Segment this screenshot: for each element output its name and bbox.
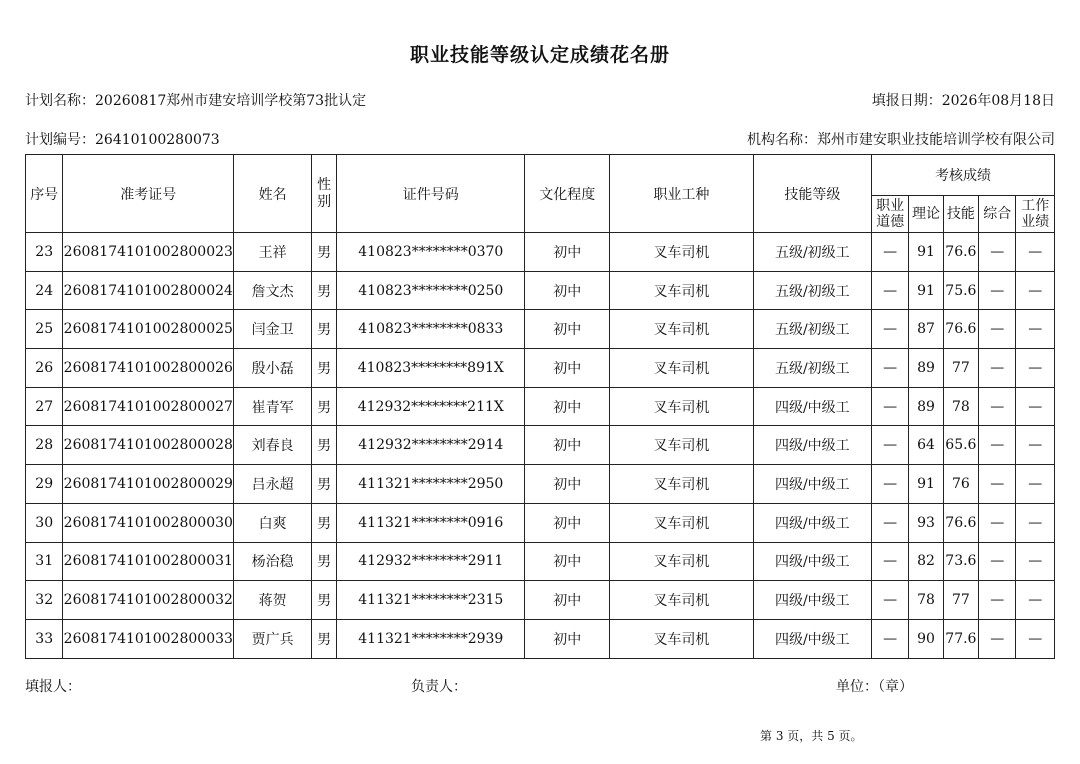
cell-seq: 23 xyxy=(26,233,63,272)
cell-ethics: — xyxy=(871,349,908,388)
plan-name: 计划名称：20260817郑州市建安培训学校第73批认定 xyxy=(25,93,367,109)
cell-gender: 男 xyxy=(312,387,337,426)
cell-job: 叉车司机 xyxy=(610,387,754,426)
cell-name: 白爽 xyxy=(234,503,312,542)
cell-level: 四级/中级工 xyxy=(753,542,871,581)
cell-theory: 64 xyxy=(909,426,943,465)
table-row xyxy=(26,426,1055,465)
col-header-level: 技能等级 xyxy=(753,155,871,233)
cell-edu: 初中 xyxy=(525,426,610,465)
cell-overall: — xyxy=(979,581,1016,620)
cell-ticket: 2608174101002800028 xyxy=(63,426,234,465)
cell-ticket: 2608174101002800025 xyxy=(63,310,234,349)
cell-work: — xyxy=(1016,542,1055,581)
cell-ticket: 2608174101002800026 xyxy=(63,349,234,388)
cell-skill: 73.6 xyxy=(943,542,978,581)
col-header-gender: 性别 xyxy=(312,155,337,233)
cell-job: 叉车司机 xyxy=(610,349,754,388)
cell-id: 412932********2914 xyxy=(337,426,525,465)
cell-name: 贾广兵 xyxy=(234,619,312,658)
col-header-education: 文化程度 xyxy=(525,155,610,233)
cell-edu: 初中 xyxy=(525,465,610,504)
cell-name: 詹文杰 xyxy=(234,271,312,310)
col-header-name: 姓名 xyxy=(234,155,312,233)
document-title: 职业技能等级认定成绩花名册 xyxy=(409,44,670,66)
cell-job: 叉车司机 xyxy=(610,233,754,272)
cell-job: 叉车司机 xyxy=(610,503,754,542)
cell-ethics: — xyxy=(871,619,908,658)
cell-theory: 91 xyxy=(909,465,943,504)
cell-theory: 89 xyxy=(909,387,943,426)
cell-skill: 76.6 xyxy=(943,233,978,272)
cell-edu: 初中 xyxy=(525,503,610,542)
cell-id: 410823********0370 xyxy=(337,233,525,272)
cell-overall: — xyxy=(979,233,1016,272)
cell-skill: 65.6 xyxy=(943,426,978,465)
cell-overall: — xyxy=(979,387,1016,426)
cell-theory: 91 xyxy=(909,271,943,310)
cell-theory: 87 xyxy=(909,310,943,349)
cell-skill: 76 xyxy=(943,465,978,504)
cell-edu: 初中 xyxy=(525,619,610,658)
cell-seq: 33 xyxy=(26,619,63,658)
cell-seq: 29 xyxy=(26,465,63,504)
table-row xyxy=(26,310,1055,349)
cell-ethics: — xyxy=(871,465,908,504)
cell-seq: 24 xyxy=(26,271,63,310)
cell-overall: — xyxy=(979,271,1016,310)
cell-gender: 男 xyxy=(312,271,337,310)
cell-skill: 78 xyxy=(943,387,978,426)
table-row xyxy=(26,465,1055,504)
cell-overall: — xyxy=(979,619,1016,658)
cell-level: 五级/初级工 xyxy=(753,233,871,272)
cell-job: 叉车司机 xyxy=(610,271,754,310)
responsible-label: 负责人： xyxy=(411,679,467,695)
cell-work: — xyxy=(1016,426,1055,465)
cell-job: 叉车司机 xyxy=(610,619,754,658)
cell-seq: 31 xyxy=(26,542,63,581)
cell-skill: 77 xyxy=(943,349,978,388)
cell-gender: 男 xyxy=(312,581,337,620)
cell-gender: 男 xyxy=(312,426,337,465)
cell-theory: 82 xyxy=(909,542,943,581)
col-header-skill: 技能 xyxy=(943,196,978,233)
col-header-overall: 综合 xyxy=(979,196,1016,233)
cell-ethics: — xyxy=(871,387,908,426)
cell-id: 411321********2939 xyxy=(337,619,525,658)
cell-overall: — xyxy=(979,310,1016,349)
cell-seq: 30 xyxy=(26,503,63,542)
cell-work: — xyxy=(1016,387,1055,426)
cell-ticket: 2608174101002800033 xyxy=(63,619,234,658)
col-header-ethics: 职业道德 xyxy=(871,196,908,233)
cell-job: 叉车司机 xyxy=(610,581,754,620)
cell-name: 吕永超 xyxy=(234,465,312,504)
cell-seq: 28 xyxy=(26,426,63,465)
table-row xyxy=(26,233,1055,272)
cell-skill: 76.6 xyxy=(943,503,978,542)
cell-ticket: 2608174101002800030 xyxy=(63,503,234,542)
cell-ticket: 2608174101002800027 xyxy=(63,387,234,426)
cell-id: 411321********2315 xyxy=(337,581,525,620)
cell-edu: 初中 xyxy=(525,233,610,272)
cell-ticket: 2608174101002800031 xyxy=(63,542,234,581)
cell-ticket: 2608174101002800032 xyxy=(63,581,234,620)
col-header-work: 工作业绩 xyxy=(1016,196,1055,233)
cell-name: 杨治稳 xyxy=(234,542,312,581)
cell-job: 叉车司机 xyxy=(610,542,754,581)
cell-id: 410823********0250 xyxy=(337,271,525,310)
cell-level: 四级/中级工 xyxy=(753,619,871,658)
organization-name: 机构名称：郑州市建安职业技能培训学校有限公司 xyxy=(747,132,1055,148)
col-header-scores: 考核成绩 xyxy=(871,155,1054,196)
cell-work: — xyxy=(1016,349,1055,388)
cell-skill: 77 xyxy=(943,581,978,620)
table-row xyxy=(26,271,1055,310)
cell-id: 411321********2950 xyxy=(337,465,525,504)
cell-level: 五级/初级工 xyxy=(753,271,871,310)
table-row xyxy=(26,349,1055,388)
cell-id: 410823********891X xyxy=(337,349,525,388)
cell-theory: 89 xyxy=(909,349,943,388)
cell-seq: 27 xyxy=(26,387,63,426)
cell-overall: — xyxy=(979,426,1016,465)
cell-work: — xyxy=(1016,581,1055,620)
cell-job: 叉车司机 xyxy=(610,426,754,465)
cell-name: 王祥 xyxy=(234,233,312,272)
cell-level: 四级/中级工 xyxy=(753,426,871,465)
cell-edu: 初中 xyxy=(525,310,610,349)
cell-ethics: — xyxy=(871,426,908,465)
cell-seq: 26 xyxy=(26,349,63,388)
cell-edu: 初中 xyxy=(525,271,610,310)
cell-skill: 75.6 xyxy=(943,271,978,310)
table-row xyxy=(26,387,1055,426)
cell-work: — xyxy=(1016,271,1055,310)
cell-id: 411321********0916 xyxy=(337,503,525,542)
cell-overall: — xyxy=(979,503,1016,542)
cell-theory: 91 xyxy=(909,233,943,272)
cell-edu: 初中 xyxy=(525,349,610,388)
cell-gender: 男 xyxy=(312,349,337,388)
score-roster-table xyxy=(25,154,1055,659)
cell-seq: 25 xyxy=(26,310,63,349)
cell-edu: 初中 xyxy=(525,387,610,426)
cell-id: 412932********2911 xyxy=(337,542,525,581)
cell-id: 410823********0833 xyxy=(337,310,525,349)
cell-name: 闫金卫 xyxy=(234,310,312,349)
cell-theory: 90 xyxy=(909,619,943,658)
cell-name: 蒋贺 xyxy=(234,581,312,620)
cell-work: — xyxy=(1016,465,1055,504)
filler-label: 填报人： xyxy=(25,679,81,695)
cell-ticket: 2608174101002800023 xyxy=(63,233,234,272)
cell-job: 叉车司机 xyxy=(610,465,754,504)
cell-ethics: — xyxy=(871,233,908,272)
cell-level: 五级/初级工 xyxy=(753,349,871,388)
table-row xyxy=(26,619,1055,658)
cell-name: 殷小磊 xyxy=(234,349,312,388)
cell-gender: 男 xyxy=(312,310,337,349)
cell-job: 叉车司机 xyxy=(610,310,754,349)
col-header-job: 职业工种 xyxy=(610,155,754,233)
table-row xyxy=(26,503,1055,542)
col-header-id: 证件号码 xyxy=(337,155,525,233)
cell-level: 四级/中级工 xyxy=(753,387,871,426)
cell-ethics: — xyxy=(871,503,908,542)
cell-ethics: — xyxy=(871,310,908,349)
cell-id: 412932********211X xyxy=(337,387,525,426)
cell-gender: 男 xyxy=(312,465,337,504)
cell-name: 刘春良 xyxy=(234,426,312,465)
cell-theory: 93 xyxy=(909,503,943,542)
cell-ticket: 2608174101002800029 xyxy=(63,465,234,504)
cell-level: 五级/初级工 xyxy=(753,310,871,349)
plan-number: 计划编号：26410100280073 xyxy=(25,132,220,148)
cell-level: 四级/中级工 xyxy=(753,465,871,504)
cell-work: — xyxy=(1016,503,1055,542)
cell-ethics: — xyxy=(871,542,908,581)
cell-work: — xyxy=(1016,619,1055,658)
cell-skill: 77.6 xyxy=(943,619,978,658)
col-header-seq: 序号 xyxy=(26,155,63,233)
cell-gender: 男 xyxy=(312,233,337,272)
cell-level: 四级/中级工 xyxy=(753,503,871,542)
col-header-theory: 理论 xyxy=(909,196,943,233)
table-row xyxy=(26,581,1055,620)
table-header-row xyxy=(26,155,1055,196)
cell-seq: 32 xyxy=(26,581,63,620)
cell-gender: 男 xyxy=(312,542,337,581)
cell-theory: 78 xyxy=(909,581,943,620)
cell-ethics: — xyxy=(871,271,908,310)
table-body xyxy=(26,233,1055,659)
cell-ticket: 2608174101002800024 xyxy=(63,271,234,310)
cell-edu: 初中 xyxy=(525,581,610,620)
table-row xyxy=(26,542,1055,581)
cell-ethics: — xyxy=(871,581,908,620)
cell-skill: 76.6 xyxy=(943,310,978,349)
cell-work: — xyxy=(1016,310,1055,349)
cell-gender: 男 xyxy=(312,619,337,658)
cell-overall: — xyxy=(979,349,1016,388)
unit-seal-label: 单位：（章） xyxy=(836,679,913,695)
cell-overall: — xyxy=(979,542,1016,581)
cell-overall: — xyxy=(979,465,1016,504)
fill-date: 填报日期：2026年08月18日 xyxy=(871,93,1055,109)
cell-name: 崔青军 xyxy=(234,387,312,426)
cell-level: 四级/中级工 xyxy=(753,581,871,620)
cell-work: — xyxy=(1016,233,1055,272)
cell-edu: 初中 xyxy=(525,542,610,581)
col-header-ticket: 准考证号 xyxy=(63,155,234,233)
cell-gender: 男 xyxy=(312,503,337,542)
page-number: 第 3 页，共 5 页。 xyxy=(760,729,863,743)
